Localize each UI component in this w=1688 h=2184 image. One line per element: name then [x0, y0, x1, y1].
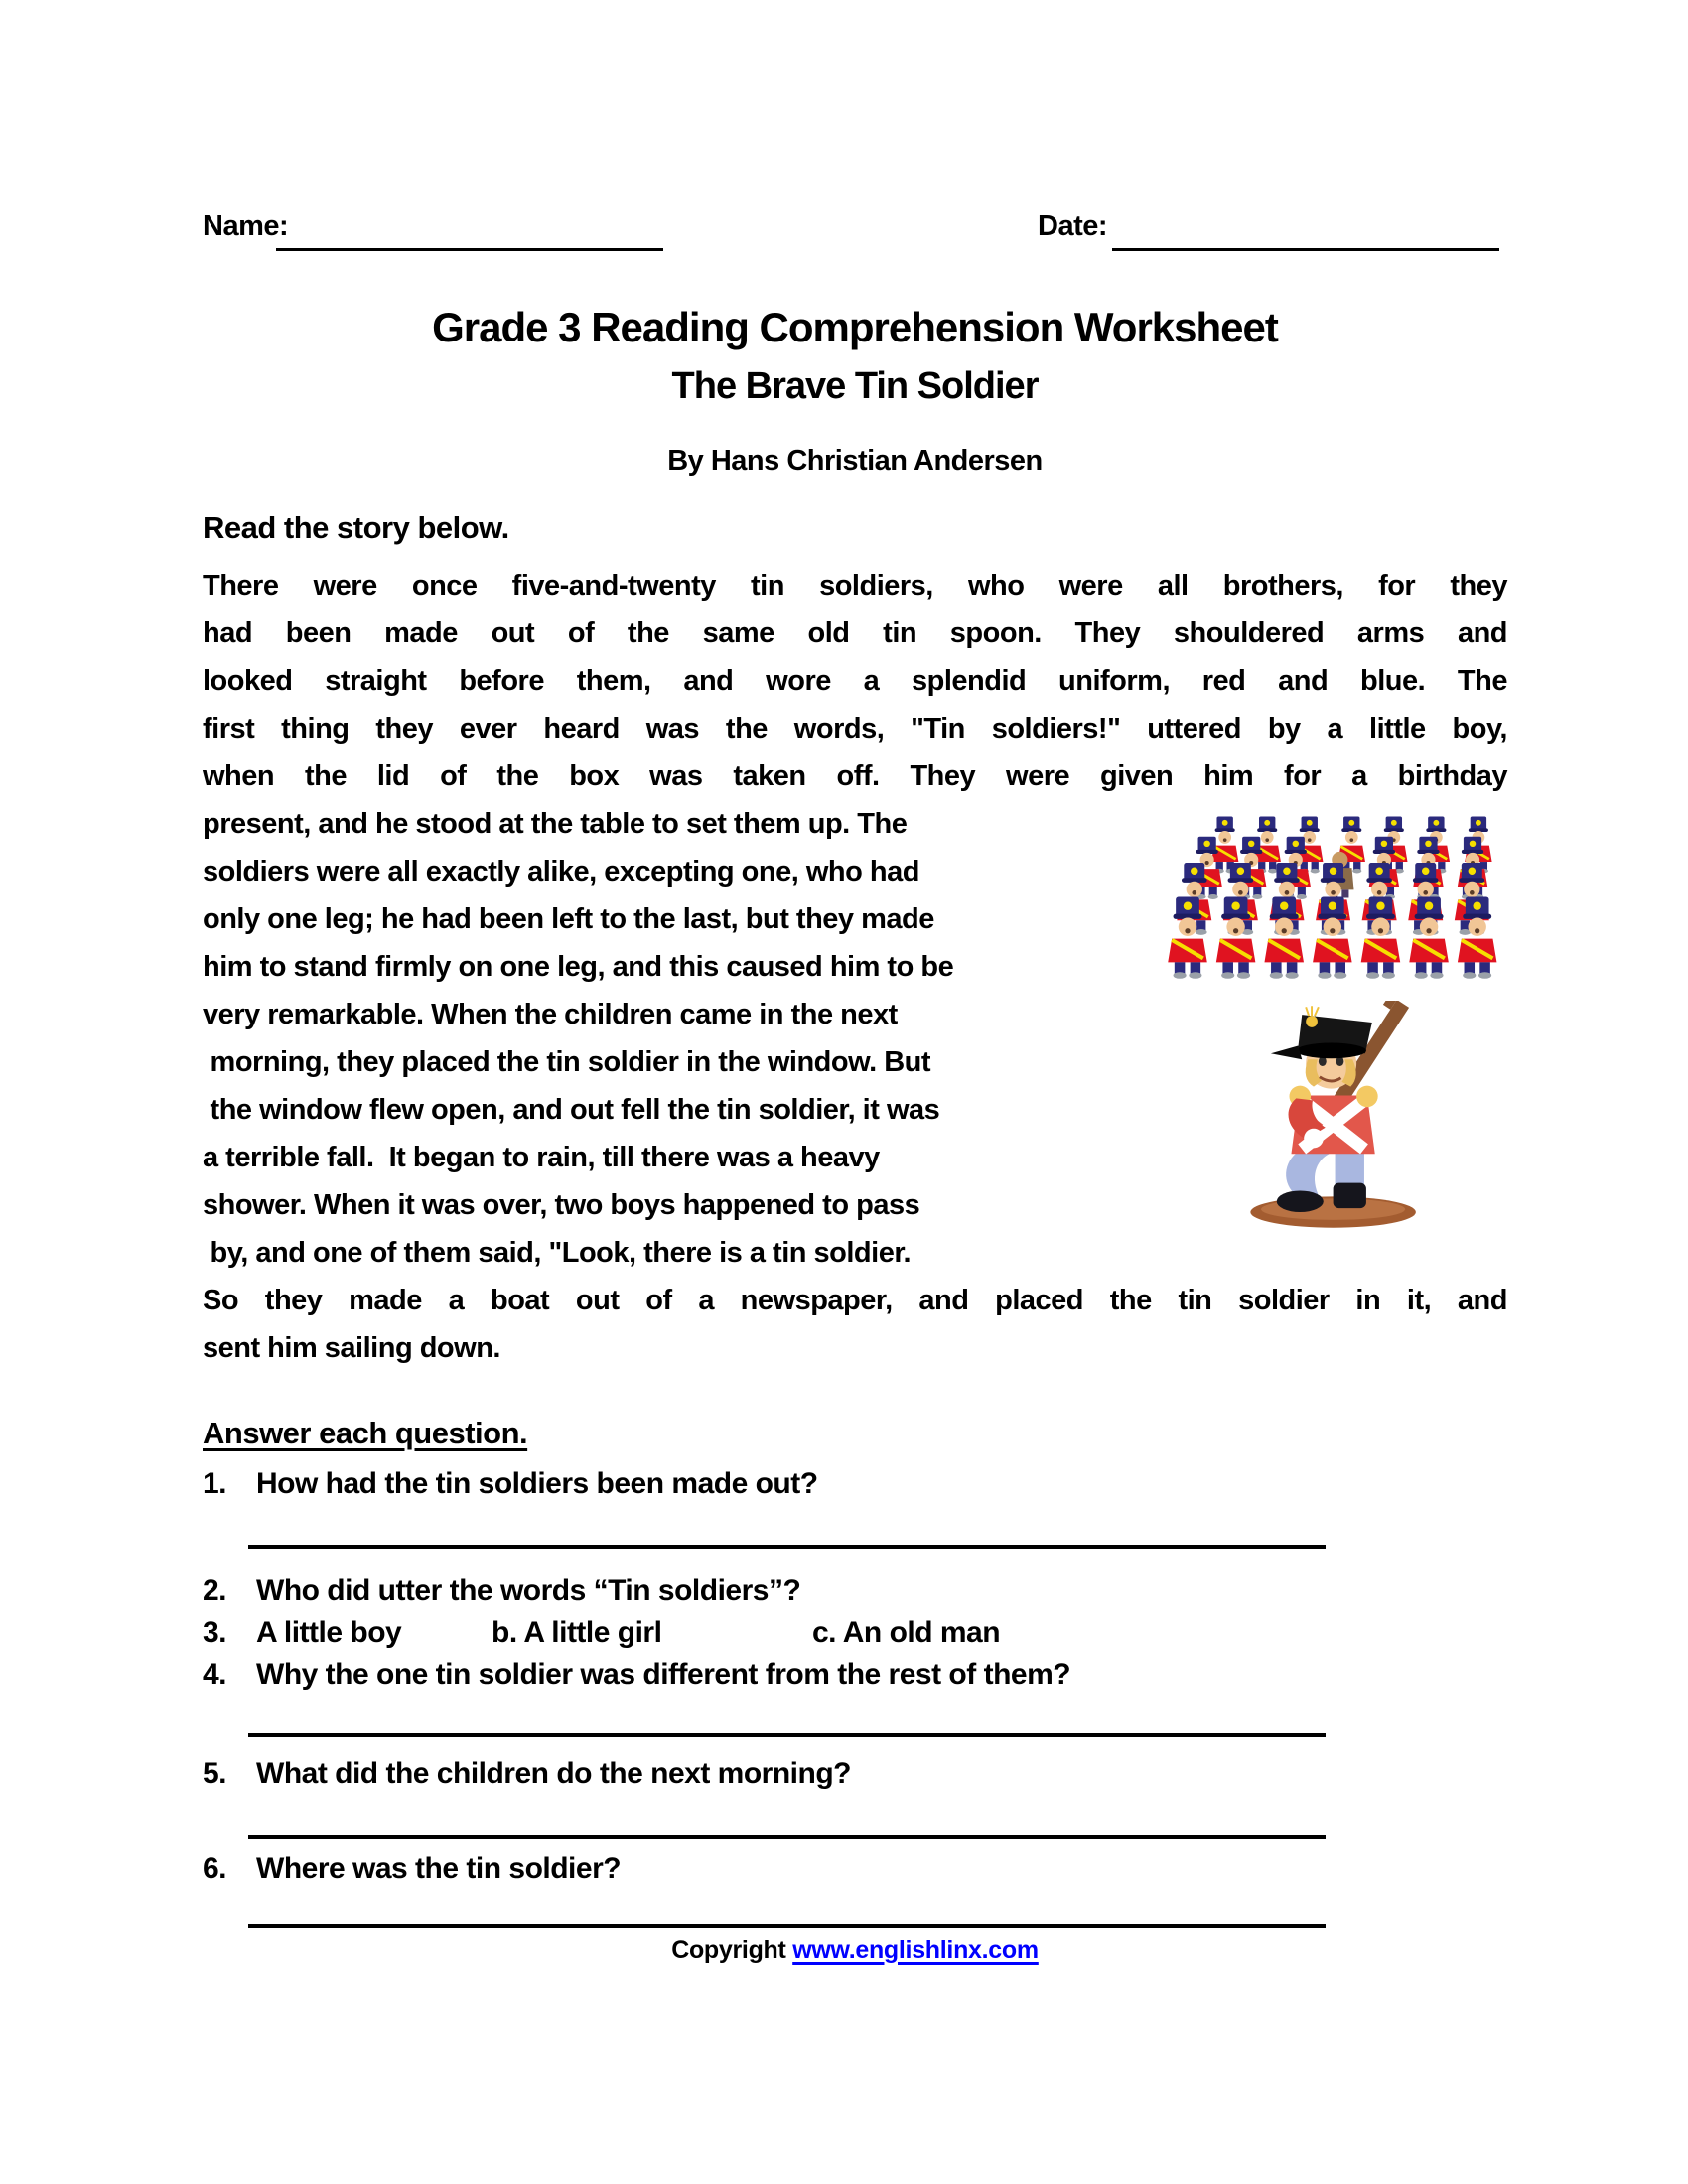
tin-soldier-illustration: [1157, 812, 1554, 1241]
story-line: him to stand firmly on one leg, and this caused him to be: [203, 951, 954, 983]
story-line: a terrible fall. It began to rain, till there was a heavy: [203, 1142, 880, 1173]
story-line: when the lid of the box was taken off. They were given him for a birthday: [203, 760, 1507, 792]
page-title: Grade 3 Reading Comprehension Worksheet: [432, 304, 1278, 350]
question-number: 2.: [203, 1574, 227, 1607]
choice-c: c. An old man: [812, 1616, 1001, 1649]
question-text: Where was the tin soldier?: [256, 1852, 622, 1885]
single-tin-soldier-image: [1216, 1001, 1460, 1234]
question-4: [203, 1658, 1507, 1702]
story-line: had been made out of the same old tin spoon. They shouldered arms and: [203, 617, 1507, 649]
answer-line-2: [248, 1733, 1326, 1737]
name-blank-line: [276, 248, 663, 251]
copyright-footer: [203, 1936, 1507, 1965]
story-line: by, and one of them said, "Look, there is a tin soldier.: [203, 1237, 912, 1269]
story-line: looked straight before them, and wore a splendid uniform, red and blue. The: [203, 665, 1507, 697]
story-line: first thing they ever heard was the words, "Tin soldiers!" uttered by a little boy,: [203, 713, 1507, 745]
question-number: 3.: [203, 1616, 227, 1649]
question-3-choices: [203, 1616, 1507, 1660]
question-6: [203, 1852, 1507, 1896]
question-number: 6.: [203, 1852, 227, 1885]
question-text: How had the tin soldiers been made out?: [256, 1467, 818, 1500]
question-number: 1.: [203, 1467, 227, 1500]
question-number: 4.: [203, 1658, 227, 1691]
story-line: soldiers were all exactly alike, excepting one, who had: [203, 856, 919, 887]
answer-line-1: [248, 1545, 1326, 1549]
question-text: Why the one tin soldier was different from the rest of them?: [256, 1658, 1071, 1691]
story-line: only one leg; he had been left to the last, but they made: [203, 903, 934, 935]
date-label: Date:: [1038, 210, 1108, 242]
date-blank-line: [1112, 248, 1499, 251]
story-line: present, and he stood at the table to set them up. The: [203, 808, 908, 840]
tin-soldiers-group-image: [1157, 812, 1549, 983]
answer-line-3: [248, 1835, 1326, 1839]
name-label: Name:: [203, 210, 289, 242]
story-line: sent him sailing down.: [203, 1332, 500, 1364]
question-text: Who did utter the words “Tin soldiers”?: [256, 1574, 801, 1607]
story-line: very remarkable. When the children came in the next: [203, 999, 898, 1030]
questions-heading: Answer each question.: [203, 1416, 528, 1450]
answer-line-4: [248, 1924, 1326, 1928]
question-1: [203, 1467, 1507, 1511]
story-title: The Brave Tin Soldier: [671, 365, 1039, 407]
story-line: the window flew open, and out fell the tin soldier, it was: [203, 1094, 940, 1126]
read-instructions: Read the story below.: [203, 510, 509, 545]
author-byline: By Hans Christian Andersen: [667, 445, 1043, 477]
question-text: What did the children do the next morning?: [256, 1757, 851, 1790]
question-5: [203, 1757, 1507, 1801]
story-line: shower. When it was over, two boys happened to pass: [203, 1189, 920, 1221]
question-number: 5.: [203, 1757, 227, 1790]
story-line: There were once five-and-twenty tin soldiers, who were all brothers, for they: [203, 570, 1507, 602]
copyright-label: Copyright: [671, 1936, 793, 1964]
story-line: morning, they placed the tin soldier in the window. But: [203, 1046, 931, 1078]
question-2: [203, 1574, 1507, 1618]
choice-a: A little boy: [256, 1616, 402, 1649]
choice-b: b. A little girl: [492, 1616, 662, 1649]
story-line: So they made a boat out of a newspaper, and placed the tin soldier in it, and: [203, 1285, 1507, 1316]
englishlinx-link[interactable]: www.englishlinx.com: [792, 1936, 1039, 1964]
